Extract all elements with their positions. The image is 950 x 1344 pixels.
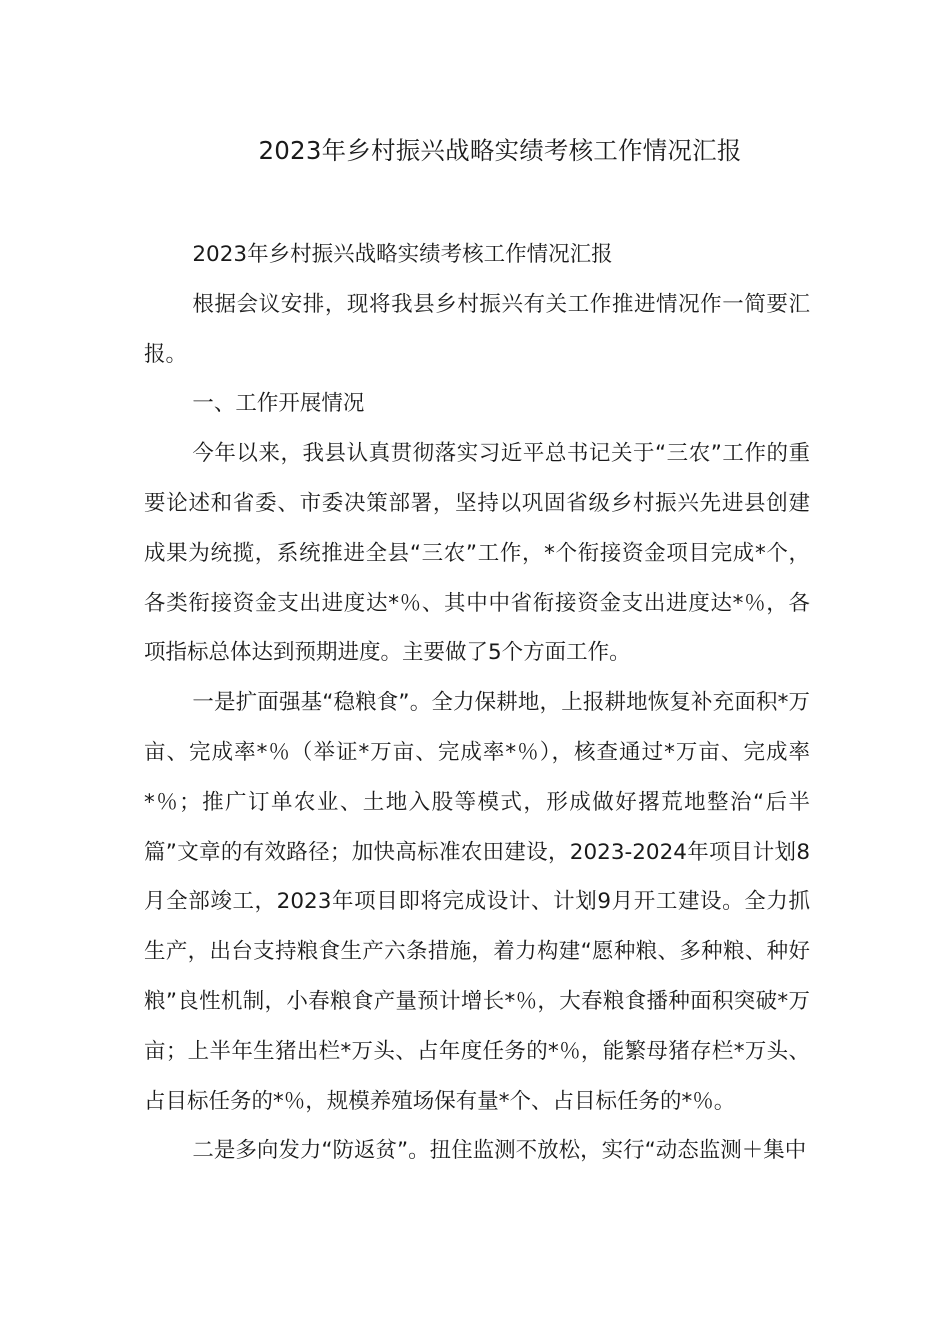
section-heading-work-status: 一、工作开展情况 [192, 391, 365, 417]
document-title: 2023年乡村振兴战略实绩考核工作情况汇报 [258, 136, 742, 165]
body-paragraph-overview: 今年以来，我县认真贯彻落实习近平总书记关于“三农”工作的重要论述和省委、市委决策部署，坚持以巩固省级乡村振兴先进县创建成果为统揽，系统推进全县“三农”工作，*个衔接资金项目完成*个，各类衔接资金支出进度达*％、其中中省衔接资金支出进度达*％，各项指标总体达到预期进度。主要做了5个方面工作。 [144, 441, 810, 666]
document-body [144, 230, 810, 1176]
body-paragraph-poverty: 二是多向发力“防返贫”。扭住监测不放松，实行“动态监测＋集中 [192, 1138, 807, 1164]
body-heading-repeat: 2023年乡村振兴战略实绩考核工作情况汇报 [192, 242, 613, 267]
body-paragraph-intro: 根据会议安排，现将我县乡村振兴有关工作推进情况作一简要汇报。 [144, 291, 810, 367]
body-paragraph-grain: 一是扩面强基“稳粮食”。全力保耕地，上报耕地恢复补充面积*万亩、完成率*％（举证*万亩、完成率*％），核查通过*万亩、完成率*％；推广订单农业、土地入股等模式，形成做好撂荒地整治“后半篇”文章的有效路径；加快高标准农田建设，2023-2024年项目计划8月全部竣工，2023年项目即将完成设计、计划9月开工建设。全力抓生产，出台支持粮食生产六条措施，着力构建“愿种粮、多种粮、种好粮”良性机制，小春粮食产量预计增长*％，大春粮食播种面积突破*万亩；上半年生猪出栏*万头、占年度任务的*％，能繁母猪存栏*万头、占目标任务的*％，规模养殖场保有量*个、占目标任务的*％。 [144, 690, 810, 1114]
